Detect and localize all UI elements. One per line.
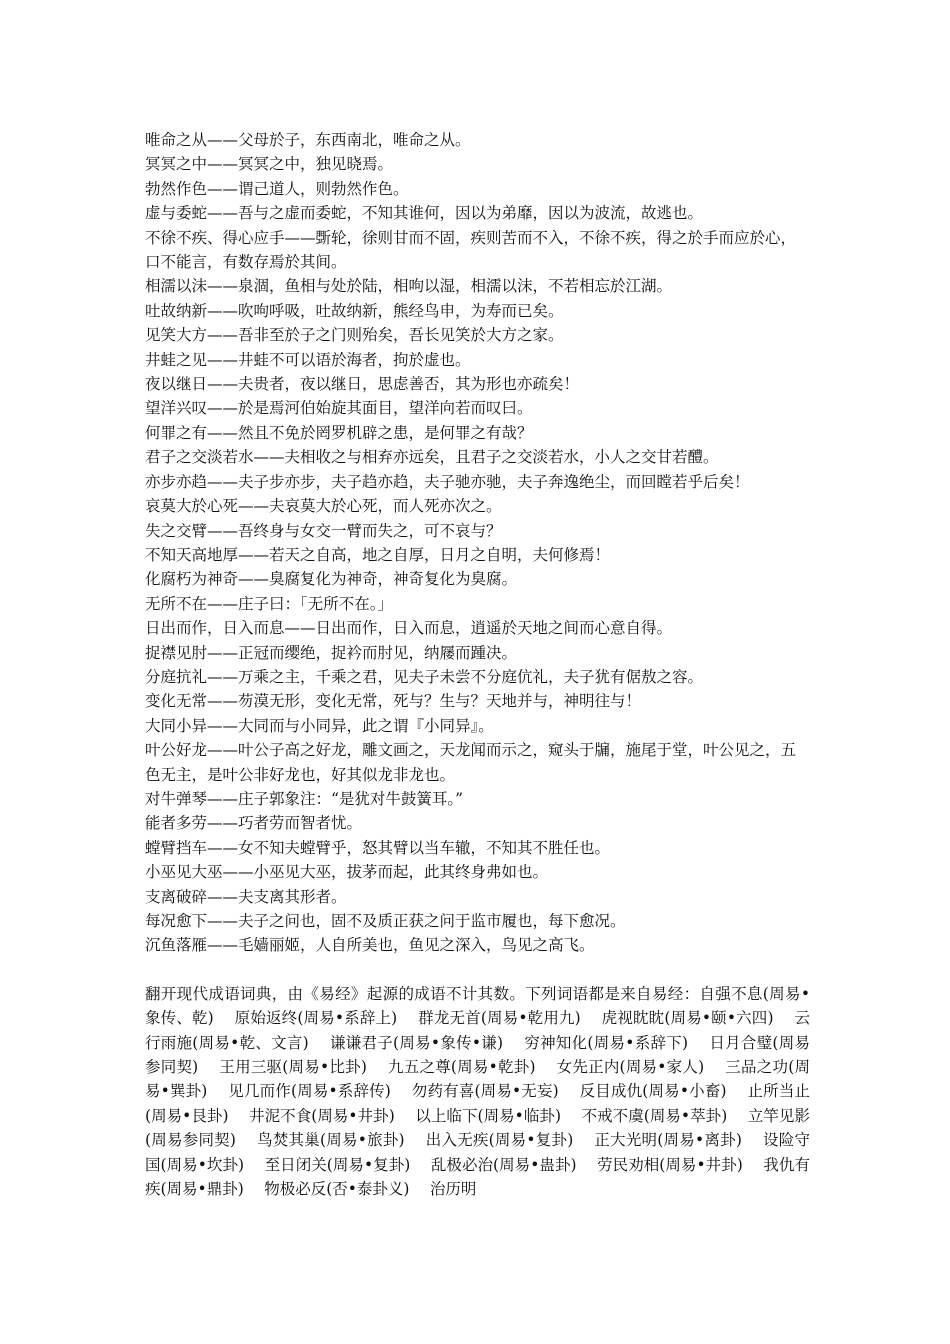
idiom-list <box>145 128 810 958</box>
entry-spacer <box>503 1034 524 1052</box>
entry-spacer <box>397 1009 418 1027</box>
idiom-line: 井蛙之见——井蛙不可以语於海者，拘於虚也。 <box>145 350 471 369</box>
entry-spacer <box>688 1034 709 1052</box>
entry-spacer <box>536 1058 557 1076</box>
idiom-source-entry: 物极必反(否•泰卦义) <box>264 1180 410 1199</box>
idiom-source-entry: 不戒不虞(周易•萃卦) <box>581 1106 728 1125</box>
entry-spacer <box>577 1156 598 1174</box>
idiom-line: 吐故纳新——吹呴呼吸，吐故纳新，熊经鸟申，为寿而已矣。 <box>145 301 564 320</box>
idiom-line: 大同小异——大同而与小同异，此之谓『小同异』。 <box>145 716 494 735</box>
idiom-source-entry: 我仇有疾(周易•鼎卦) <box>145 1155 810 1199</box>
idiom-source-entry: 立竿见影(周易参同契) <box>145 1106 810 1150</box>
idiom-line: 螳臂挡车——女不知夫螳臂乎，怒其臂以当车辙，不知其不胜任也。 <box>145 838 611 857</box>
idiom-source-entry: 穷神知化(周易•系辞下) <box>524 1033 689 1052</box>
idiom-source-entry: 勿药有喜(周易•无妄) <box>411 1082 559 1101</box>
idiom-line: 亦步亦趋——夫子步亦步，夫子趋亦趋，夫子驰亦驰，夫子奔逸绝尘，而回瞠若乎后矣！ <box>145 472 750 491</box>
idiom-line: 望洋兴叹——於是焉河伯始旋其面目，望洋向若而叹曰。 <box>145 399 533 418</box>
idiom-line: 勃然作色——谓己道人，则勃然作色。 <box>145 179 409 198</box>
idiom-source-entry: 乱极必治(周易•蛊卦) <box>430 1155 577 1174</box>
idiom-source-entry: 出入无疾(周易•复卦) <box>425 1131 574 1150</box>
idiom-source-entry: 自强不息(周易•象传、乾) <box>145 984 810 1028</box>
entry-spacer <box>229 1107 250 1125</box>
entry-spacer <box>561 1107 582 1125</box>
idiom-line: 君子之交淡若水——夫相收之与相弃亦远矣，且君子之交淡若水，小人之交甘若醴。 <box>145 448 719 467</box>
idiom-line: 虚与委蛇——吾与之虚而委蛇，不知其谁何，因以为弟靡，因以为波流，故逃也。 <box>145 204 704 223</box>
idiom-line: 不知天高地厚——若天之自高，地之自厚，日月之自明，夫何修焉！ <box>145 545 611 564</box>
idiom-line: 见笑大方——吾非至於子之门则殆矣，吾长见笑於大方之家。 <box>145 326 564 345</box>
idiom-line: 对牛弹琴——庄子郭象注：“是犹对牛鼓簧耳。” <box>145 789 464 808</box>
idiom-line: 能者多劳——巧者劳而智者忧。 <box>145 814 363 833</box>
entry-spacer <box>559 1082 580 1100</box>
idiom-source-entry: 至日闭关(周易•复卦) <box>264 1155 411 1174</box>
entry-spacer <box>774 1009 795 1027</box>
idiom-line: 不徐不疾、得心应手——斲轮，徐则甘而不固，疾则苦而不入，不徐不疾，得之於手而应於心，口不能言，有数存焉於其间。 <box>145 228 797 272</box>
idiom-source-entry: 谦谦君子(周易•象传•谦) <box>329 1033 504 1052</box>
entry-spacer <box>410 1156 431 1174</box>
idiom-line: 相濡以沫——泉涸，鱼相与处於陆，相呴以湿，相濡以沫，不若相忘於江湖。 <box>145 277 673 296</box>
entry-spacer <box>214 1009 235 1027</box>
entry-spacer <box>207 1082 228 1100</box>
entry-spacer <box>391 1082 412 1100</box>
entry-spacer <box>236 1131 257 1149</box>
idiom-line: 化腐朽为神奇——臭腐复化为神奇，神奇复化为臭腐。 <box>145 570 518 589</box>
idiom-source-entry: 鸟焚其巢(周易•旅卦) <box>257 1131 405 1150</box>
entry-spacer <box>727 1082 748 1100</box>
entry-spacer <box>742 1131 763 1149</box>
idiom-line: 夜以继日——夫贵者，夜以继日，思虑善否，其为形也亦疏矣！ <box>145 375 580 394</box>
idiom-line: 捉襟见肘——正冠而缨绝，捉衿而肘见，纳屦而踵决。 <box>145 643 518 662</box>
idiom-source-entry: 日月合璧(周易参同契) <box>145 1033 810 1077</box>
idiom-line: 分庭抗礼——万乘之主，千乘之君，见夫子未尝不分庭伉礼，夫子犹有倨敖之容。 <box>145 667 704 686</box>
entry-spacer <box>309 1034 330 1052</box>
idiom-source-entry: 三品之功(周易•巽卦) <box>145 1058 810 1101</box>
entry-spacer <box>244 1156 265 1174</box>
idiom-line: 失之交臂——吾终身与女交一臂而失之，可不哀与？ <box>145 521 502 540</box>
entry-spacer <box>409 1180 429 1198</box>
idiom-source-entry: 见几而作(周易•系辞传) <box>228 1082 391 1101</box>
paragraph-entries <box>145 985 810 1198</box>
entry-spacer <box>704 1058 725 1076</box>
idiom-source-entry: 正大光明(周易•离卦) <box>594 1131 742 1150</box>
entry-spacer <box>727 1107 748 1125</box>
idiom-source-entry: 王用三驱(周易•比卦) <box>219 1058 367 1077</box>
idiom-source-entry: 设险守国(周易•坎卦) <box>145 1131 810 1174</box>
idiom-line: 变化无常——芴漠无形，变化无常，死与？生与？天地并与，神明往与！ <box>145 692 642 711</box>
entry-spacer <box>573 1131 594 1149</box>
idiom-line: 冥冥之中——冥冥之中，独见晓焉。 <box>145 155 394 174</box>
idiom-line: 何罪之有——然且不免於罔罗机辟之患，是何罪之有哉？ <box>145 423 533 442</box>
document-page <box>145 128 810 1201</box>
idiom-line: 无所不在——庄子曰：「无所不在。」 <box>145 594 394 613</box>
idiom-line: 日出而作，日入而息——日出而作，日入而息，逍遥於天地之间而心意自得。 <box>145 619 673 638</box>
idiom-source-entry: 井泥不食(周易•井卦) <box>249 1106 395 1125</box>
idiom-line: 唯命之从——父母於子，东西南北，唯命之从。 <box>145 131 471 149</box>
idiom-source-entry: 原始返终(周易•系辞上) <box>234 1009 398 1028</box>
idiom-source-entry: 群龙无首(周易•乾用九) <box>418 1009 581 1028</box>
idiom-source-entry: 治历明 <box>429 1180 477 1199</box>
idiom-source-entry: 女先正内(周易•家人) <box>556 1058 705 1077</box>
yijing-paragraph <box>145 982 810 1202</box>
paragraph-intro: 翻开现代成语词典，由《易经》起源的成语不计其数。下列词语都是来自易经： <box>145 984 700 1003</box>
idiom-line: 沉鱼落雁——毛嫱丽姬，人自所美也，鱼见之深入，鸟见之高飞。 <box>145 936 595 955</box>
idiom-source-entry: 九五之尊(周易•乾卦) <box>388 1058 536 1077</box>
entry-spacer <box>198 1058 219 1076</box>
idiom-line: 哀莫大於心死——夫哀莫大於心死，而人死亦次之。 <box>145 497 502 516</box>
idiom-source-entry: 劳民劝相(周易•井卦) <box>597 1155 743 1174</box>
idiom-line: 叶公好龙——叶公子高之好龙，雕文画之，天龙闻而示之，窥头于牖，施尾于堂，叶公见之，五色无主，是叶公非好龙也，好其似龙非龙也。 <box>145 741 797 784</box>
idiom-source-entry: 虎视眈眈(周易•颐•六四) <box>601 1009 774 1028</box>
entry-spacer <box>244 1180 264 1198</box>
entry-spacer <box>395 1107 416 1125</box>
idiom-line: 每况愈下——夫子之问也，固不及质正获之问于监市履也，每下愈况。 <box>145 912 626 930</box>
idiom-line: 小巫见大巫——小巫见大巫，拔茅而起，此其终身弗如也。 <box>145 863 549 882</box>
idiom-source-entry: 以上临下(周易•临卦) <box>415 1106 561 1125</box>
entry-spacer <box>581 1009 602 1027</box>
idiom-line: 支离破碎——夫支离其形者。 <box>145 887 347 906</box>
entry-spacer <box>405 1131 426 1149</box>
idiom-source-entry: 反目成仇(周易•小畜) <box>579 1082 727 1101</box>
entry-spacer <box>367 1058 388 1076</box>
idiom-source-entry: 止所当止(周易•艮卦) <box>145 1082 810 1125</box>
entry-spacer <box>743 1156 764 1174</box>
idiom-source-entry: 云行雨施(周易•乾、文言) <box>145 1009 810 1052</box>
